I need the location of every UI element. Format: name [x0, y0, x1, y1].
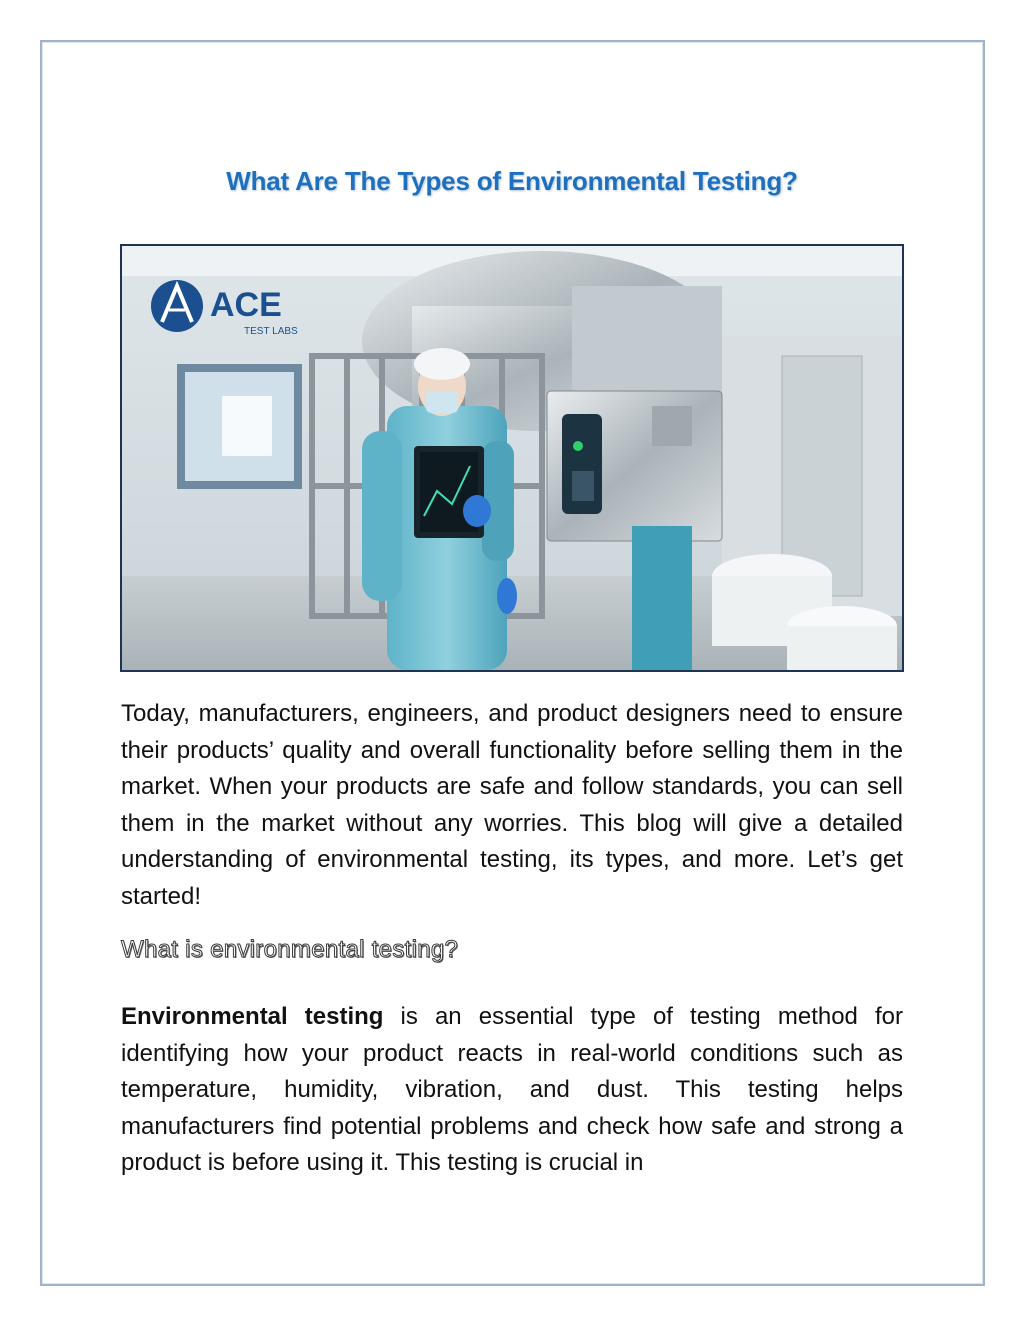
- definition-term: Environmental testing: [121, 1003, 384, 1030]
- logo-subtext: TEST LABS: [244, 326, 298, 337]
- intro-paragraph: Today, manufacturers, engineers, and product designers need to ensure their products’ quality and overall functionality before selling them in the market. When your products are safe and follow standards, you can sell them in the market without any worries. This blog will give a detailed understanding of environmental testing, its types, and more. Let’s get started!: [121, 700, 903, 910]
- section-heading: What is environmental testing?: [121, 936, 459, 963]
- definition-text: is an essential type of testing method for identifying how your product reacts in real-world conditions such as temperature, humidity, vibration, and dust. This testing helps manufacturers find potential problems and check how safe and strong a product is before using it. This testing is crucial in: [121, 1003, 903, 1176]
- hero-image: [120, 244, 904, 672]
- definition-paragraph: [121, 999, 903, 1182]
- page-title: What Are The Types of Environmental Testing?: [226, 166, 798, 196]
- logo-text: ACE: [210, 286, 282, 324]
